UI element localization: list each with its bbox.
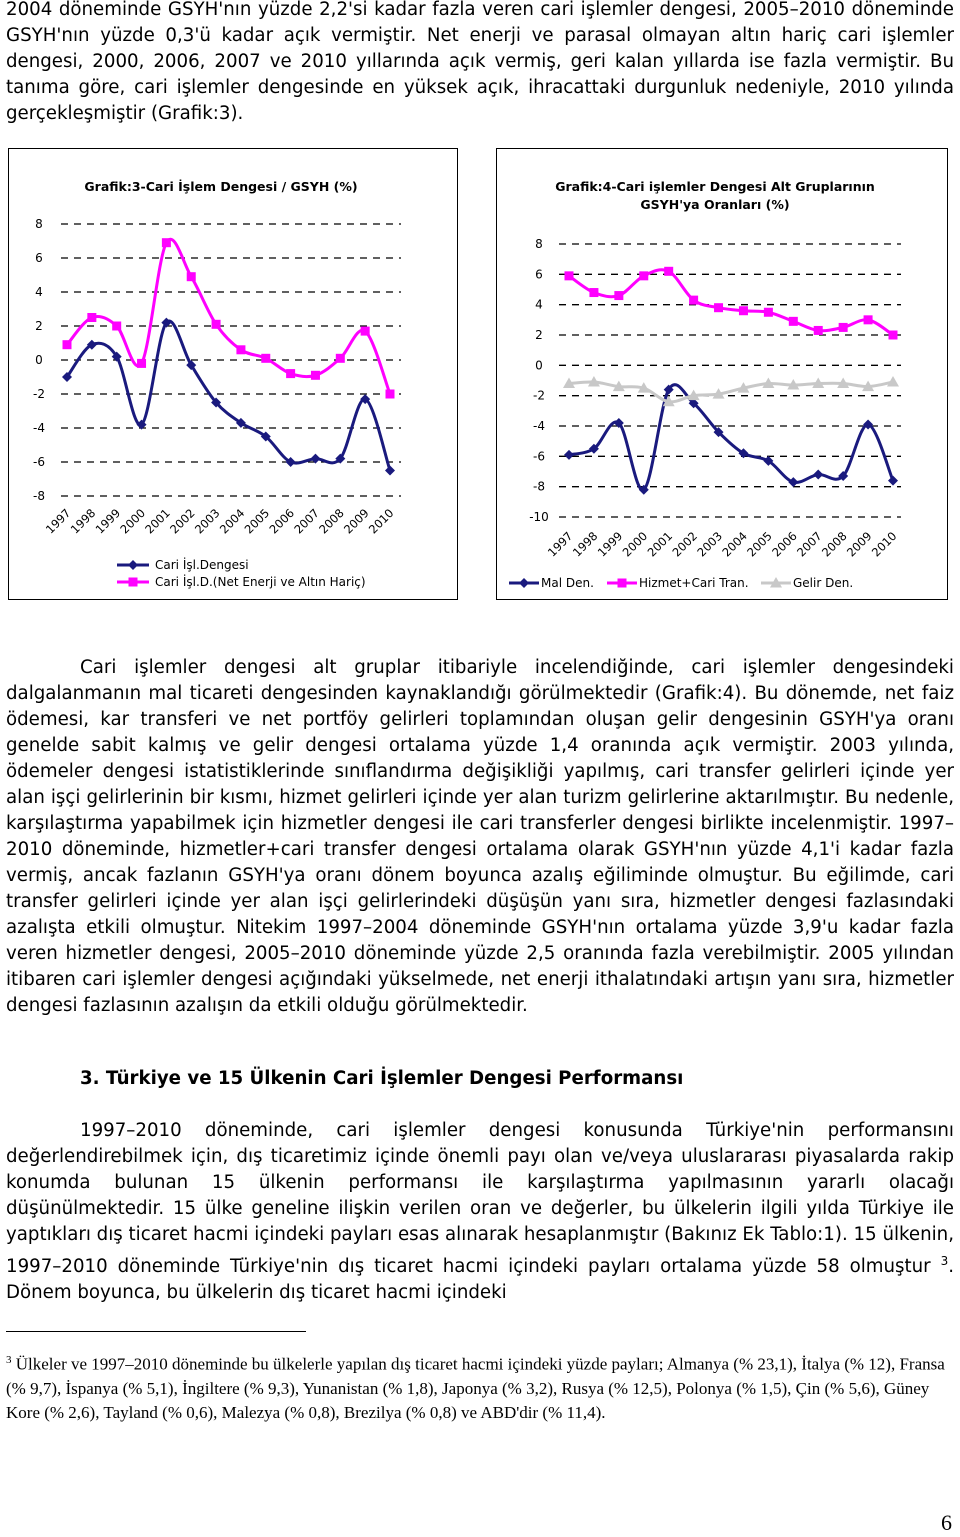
y-tick-label: 6	[35, 251, 43, 265]
paragraph-comparison-end: . Dönem boyunca, bu ülkelerin dış ticaret hacmi içindeki	[6, 1256, 954, 1304]
legend-marker	[519, 578, 529, 588]
paragraph-intro: 2004 döneminde GSYH'nın yüzde 2,2'si kadar fazla veren cari işlemler dengesi, 2005–2010 döneminde GSYH'nın yüzde 0,3'ü kadar açık vermiştir. Net enerji ve parasal olmayan altın hariç cari işlemler dengesi, 2000, 2006, 2007 ve 2010 yıllarında açık vermiş, geri kalan yıllarda ise fazla vermiştir. Bu tanıma göre, cari işlemler dengesinde en yüksek açık, ihracattaki durgunluk nedeniyle, 2010 yılında gerçekleşmiştir (Grafik:3).	[6, 0, 954, 124]
x-tick-label: 2009	[341, 505, 372, 537]
x-tick-label: 2009	[843, 528, 875, 560]
data-point	[162, 238, 171, 247]
data-point	[689, 296, 698, 305]
x-tick-label: 2003	[694, 528, 726, 560]
chart-grafik-3-svg	[9, 149, 457, 599]
data-point	[87, 313, 96, 322]
data-point	[385, 466, 395, 476]
data-point	[614, 291, 623, 300]
x-tick-label: 2004	[216, 505, 248, 537]
page-number: 6	[941, 1510, 952, 1535]
legend-label: Gelir Den.	[793, 576, 854, 590]
data-point	[112, 322, 121, 331]
y-tick-label: 8	[535, 237, 543, 251]
data-point	[565, 271, 574, 280]
x-tick-label: 2002	[167, 505, 198, 537]
data-point	[261, 354, 270, 363]
data-point	[589, 288, 598, 297]
footnote-divider	[6, 1331, 306, 1332]
series-line	[67, 321, 390, 470]
x-tick-label: 2008	[316, 505, 347, 537]
data-point	[864, 315, 873, 324]
chart-title: Grafik:4-Cari işlemler Dengesi Alt Gruplarının	[555, 179, 875, 194]
y-tick-label: 2	[35, 319, 43, 333]
data-point	[236, 345, 245, 354]
x-tick-label: 2006	[769, 528, 800, 560]
chart-grafik-4-svg	[497, 149, 947, 599]
data-point	[839, 323, 848, 332]
y-tick-label: -8	[533, 479, 545, 494]
x-tick-label: 2010	[365, 505, 397, 537]
paragraph-comparison-text: 1997–2010 döneminde, cari işlemler dengesi konusunda Türkiye'nin performansını değerlendirebilmek için, dış ticaretimiz içinde önemli payı olan ve/veya uluslararası piyasalarda rakip konumda bulunan 15 ülkenin performansı ile karşılaştırma yapılmasının yararlı olacağı düşünülmektedir. 15 ülke geneline ilişkin verilen oran ve değerler, bu ülkelerin ilgili yılda Türkiye ile yaptıkları dış ticaret hacmi içindeki payları esas alınarak hesaplanmıştır (Bakınız Ek Tablo:1). 15 ülkenin, 1997–2010 döneminde Türkiye'nin dış ticaret hacmi içindeki payları ortalama yüzde 58 olmuştur	[6, 1120, 954, 1278]
x-tick-label: 1997	[42, 505, 74, 537]
footnote-reference[interactable]: 3	[940, 1254, 949, 1268]
y-tick-label: -10	[529, 510, 549, 524]
x-tick-label: 2003	[191, 505, 223, 537]
y-tick-label: -2	[33, 387, 45, 401]
legend-label: Cari İşl.D.(Net Enerji ve Altın Hariç)	[155, 575, 366, 589]
x-tick-label: 2008	[819, 528, 850, 560]
x-tick-label: 1998	[67, 505, 99, 537]
footnote	[6, 1348, 954, 1425]
data-point	[286, 369, 295, 378]
y-tick-label: 0	[535, 358, 543, 373]
footnote-text: Ülkeler ve 1997–2010 döneminde bu ülkelerle yapılan dış ticaret hacmi içindeki yüzde payları; Almanya (% 23,1), İtalya (% 12), Fransa (% 9,7), İspanya (% 5,1), İngiltere (% 9,3), Yunanistan (% 1,8), Japonya (% 3,2), Rusya (% 12,5), Polonya (% 1,5), Çin (% 5,6), Güney Kore (% 2,6), Tayland (% 0,6), Malezya (% 0,8), Brezilya (% 0,8) ve ABD'dir (% 11,4).	[6, 1354, 945, 1422]
y-tick-label: -4	[533, 419, 545, 433]
legend-marker	[618, 579, 627, 588]
data-point	[639, 271, 648, 280]
x-tick-label: 2007	[794, 528, 825, 560]
data-point	[212, 320, 221, 329]
chart-title: GSYH'ya Oranları (%)	[640, 197, 790, 212]
x-tick-label: 1999	[92, 505, 124, 537]
data-point	[361, 327, 370, 336]
x-tick-label: 2005	[241, 505, 273, 537]
section-heading: 3. Türkiye ve 15 Ülkenin Cari İşlemler Dengesi Performansı	[80, 1068, 684, 1089]
legend-label: Hizmet+Cari Tran.	[639, 576, 749, 590]
legend-marker	[129, 578, 138, 587]
y-tick-label: 4	[535, 297, 543, 312]
x-tick-label: 2004	[719, 528, 750, 560]
data-point	[311, 371, 320, 380]
x-tick-label: 1999	[594, 528, 626, 560]
x-tick-label: 2007	[291, 505, 322, 537]
y-tick-label: 2	[535, 328, 543, 342]
data-point	[887, 376, 899, 387]
x-tick-label: 1997	[544, 528, 576, 560]
data-point	[813, 470, 823, 480]
x-tick-label: 2006	[266, 505, 298, 537]
data-point	[336, 354, 345, 363]
data-point	[764, 308, 773, 317]
data-point	[187, 272, 196, 281]
x-tick-label: 2005	[744, 528, 775, 560]
data-point	[789, 317, 798, 326]
chart-title: Grafik:3-Cari İşlem Dengesi / GSYH (%)	[84, 179, 358, 194]
y-tick-label: -6	[533, 449, 545, 464]
legend-label: Mal Den.	[541, 576, 594, 590]
x-tick-label: 2001	[644, 528, 676, 560]
data-point	[714, 303, 723, 312]
data-point	[63, 340, 72, 349]
data-point	[386, 390, 395, 399]
y-tick-label: 0	[35, 353, 43, 367]
y-tick-label: -4	[33, 421, 45, 435]
data-point	[889, 331, 898, 340]
x-tick-label: 2010	[868, 528, 900, 560]
y-tick-label: 6	[535, 267, 543, 282]
data-point	[137, 359, 146, 368]
data-point	[888, 476, 898, 486]
paragraph-comparison	[6, 1118, 954, 1306]
legend-marker	[128, 560, 138, 570]
chart-grafik-3	[8, 148, 458, 600]
y-tick-label: -6	[33, 455, 45, 469]
x-tick-label: 2000	[117, 505, 149, 537]
paragraph-subgroups-text: Cari işlemler dengesi alt gruplar itibariyle incelendiğinde, cari işlemler dengesindeki dalgalanmanın mal ticareti dengesinden kaynaklandığı görülmektedir (Grafik:4). Bu dönemde, net faiz ödemesi, kar transferi ve net portföy gelirleri toplamından oluşan gelir dengesinin GSYH'ya oranı genelde sabit kalmış ve gelir dengesi ortalama yüzde 1,4 oranında açık vermiştir. 2003 yılında, ödemeler dengesi istatistiklerinde sınıflandırma değişikliği yapılmış, cari transfer gelirleri içinde yer alan işçi gelirlerinin bir kısmı, hizmet gelirleri içinde yer alan turizm gelirlerine aktarılmıştır. Bu nedenle, karşılaştırma yapabilmek için hizmetler dengesi ile cari transferler dengesi birlikte incelenmiştir. 1997–2010 döneminde, hizmetler+cari transfer dengesi ortalama olarak GSYH'nın yüzde 4,1'i kadar fazla vermiş, ancak fazlanın GSYH'ya oranı dönem boyunca azalış eğiliminde olmuştur. Bu eğilimde, cari transfer gelirleri içinde yer alan işçi gelirlerindeki düşüşün yanı sıra, hizmetler dengesi fazlasındaki azalışta etkili olmuştur. Nitekim 1997–2004 döneminde GSYH'nın ortalama yüzde 3,9'u kadar fazla veren hizmetler dengesi, 2005–2010 döneminde yüzde 2,5 oranında fazla verebilmiştir. 2005 yılından itibaren cari işlemler dengesi açığındaki yükselmede, net enerji ithalatındaki artışın yanı sıra, hizmetler dengesi fazlasının azalışın da etkili olduğu görülmektedir.	[6, 657, 954, 1016]
y-tick-label: -2	[533, 388, 545, 403]
x-tick-label: 2002	[669, 528, 701, 560]
legend-label: Cari İşl.Dengesi	[155, 558, 249, 572]
y-tick-label: 8	[35, 217, 43, 231]
x-tick-label: 2000	[619, 528, 651, 560]
data-point	[739, 306, 748, 315]
footnote-number: 3	[6, 1354, 12, 1366]
x-tick-label: 2001	[142, 505, 173, 537]
data-point	[814, 326, 823, 335]
x-tick-label: 1998	[569, 528, 601, 560]
y-tick-label: -8	[33, 489, 45, 503]
y-tick-label: 4	[35, 285, 43, 299]
data-point	[664, 267, 673, 276]
paragraph-subgroups	[6, 655, 954, 1019]
chart-grafik-4	[496, 148, 948, 600]
series-line	[67, 239, 390, 394]
data-point	[564, 450, 574, 460]
